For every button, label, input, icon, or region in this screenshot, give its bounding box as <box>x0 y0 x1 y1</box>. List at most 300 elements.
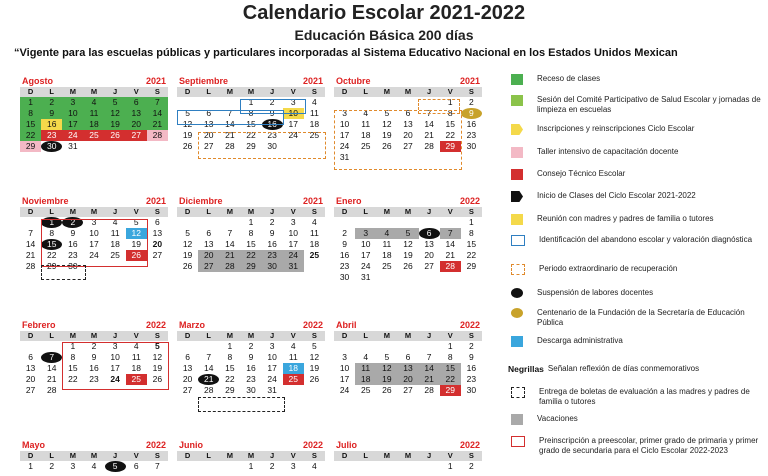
day-cell: 4 <box>363 108 369 118</box>
day-cell: 17 <box>360 250 371 260</box>
day-cell: 16 <box>339 250 350 260</box>
weekday-label: D <box>27 451 34 460</box>
legend-item <box>508 235 766 246</box>
month-year: 2021 <box>302 76 323 86</box>
day-cell: 11 <box>288 352 298 362</box>
day-cell: 9 <box>269 108 275 118</box>
day-cell: 13 <box>203 239 214 249</box>
day-cell: 20 <box>152 239 163 249</box>
day-cell: 12 <box>126 228 147 239</box>
day-cell: 23 <box>89 374 99 384</box>
day-cell: 16 <box>68 239 78 249</box>
day-cell: 1 <box>248 217 254 227</box>
day-cell: 14 <box>46 363 57 373</box>
day-grid <box>177 97 325 152</box>
empty-cell <box>355 97 376 108</box>
day-cell: 27 <box>203 141 214 151</box>
day-cell: 12 <box>182 119 193 129</box>
day-cell: 9 <box>342 239 347 249</box>
day-cell: 5 <box>105 461 126 472</box>
day-cell: 22 <box>68 374 78 384</box>
day-cell: 18 <box>360 130 371 140</box>
day-cell: 8 <box>49 228 55 238</box>
legend-item <box>508 308 766 328</box>
day-cell: 16 <box>41 119 62 130</box>
legend-swatch-icon <box>511 414 523 425</box>
weekday-label: D <box>184 331 191 340</box>
day-cell: 8 <box>469 228 474 238</box>
day-cell: 22 <box>466 250 477 260</box>
month-header <box>20 196 168 207</box>
day-cell: 9 <box>91 352 97 362</box>
day-cell: 16 <box>466 119 477 129</box>
day-cell: 29 <box>240 261 261 272</box>
day-cell: 21 <box>445 250 455 260</box>
weekday-label: M <box>90 207 98 216</box>
month-year: 2022 <box>145 320 166 330</box>
day-cell: 20 <box>203 130 214 140</box>
empty-cell <box>20 341 41 352</box>
weekday-label: M <box>383 331 390 340</box>
day-cell: 11 <box>310 108 319 118</box>
legend-swatch-icon <box>511 169 523 180</box>
empty-cell <box>440 217 461 228</box>
empty-cell <box>355 217 376 228</box>
day-cell: 28 <box>203 385 214 395</box>
day-cell: 6 <box>28 352 33 362</box>
weekday-label: S <box>468 451 474 460</box>
day-cell: 26 <box>182 141 193 151</box>
legend-label: Suspensión de labores docentes <box>537 288 654 297</box>
day-cell: 24 <box>360 261 371 271</box>
day-cell: 19 <box>376 374 397 385</box>
day-cell: 5 <box>312 341 317 351</box>
empty-cell <box>397 341 418 352</box>
day-cell: 6 <box>133 461 139 471</box>
day-cell: 10 <box>110 352 120 362</box>
day-grid <box>20 97 168 152</box>
month-octubre <box>334 76 482 163</box>
month-header <box>334 76 482 87</box>
day-cell: 7 <box>147 97 168 108</box>
legend-label: Sesión del Comité Participativo de Salud Escolar y jornadas de limpieza en escuelas <box>537 95 761 114</box>
weekday-label: L <box>363 451 368 460</box>
day-grid <box>177 341 325 396</box>
legend-item <box>508 436 766 456</box>
day-grid <box>20 341 168 396</box>
weekday-label: L <box>206 207 211 216</box>
weekday-label: M <box>247 331 255 340</box>
empty-cell <box>334 341 355 352</box>
day-cell: 30 <box>339 272 350 282</box>
empty-cell <box>397 217 418 228</box>
day-cell: 21 <box>198 374 219 385</box>
day-cell: 9 <box>269 228 275 238</box>
weekday-label: J <box>427 207 432 216</box>
day-cell: 25 <box>110 250 120 260</box>
month-name: Mayo <box>22 440 46 450</box>
weekday-label: S <box>154 331 160 340</box>
day-cell: 15 <box>20 119 41 130</box>
day-cell: 30 <box>267 141 277 151</box>
day-cell: 12 <box>309 352 320 362</box>
weekday-header <box>334 331 482 341</box>
day-cell: 18 <box>83 119 104 130</box>
day-cell: 29 <box>46 261 57 271</box>
month-header <box>177 76 325 87</box>
day-cell: 8 <box>227 352 233 362</box>
day-cell: 5 <box>133 217 139 227</box>
legend-item <box>508 214 766 225</box>
day-cell: 24 <box>288 130 298 140</box>
day-cell: 29 <box>20 141 41 152</box>
month-noviembre <box>20 196 168 272</box>
legend-label: Preinscripción a preescolar, primer grado de primaria y primer grado de secundaria para el Ciclo Escolar 2022-2023 <box>539 436 759 455</box>
day-cell: 23 <box>466 130 477 140</box>
weekday-label: D <box>341 207 348 216</box>
day-cell: 4 <box>312 461 317 471</box>
day-cell: 25 <box>283 374 304 385</box>
empty-cell <box>219 461 240 472</box>
empty-cell <box>41 341 62 352</box>
day-cell: 1 <box>447 97 453 107</box>
day-cell: 24 <box>339 385 350 395</box>
day-cell: 18 <box>309 239 320 249</box>
empty-cell <box>177 341 198 352</box>
month-name: Octubre <box>336 76 371 86</box>
day-grid <box>177 461 325 472</box>
day-cell: 1 <box>41 217 62 228</box>
day-cell: 1 <box>248 461 254 471</box>
month-name: Febrero <box>22 320 56 330</box>
month-header <box>334 320 482 331</box>
weekday-label: M <box>404 207 412 216</box>
day-cell: 17 <box>339 130 350 140</box>
day-cell: 22 <box>440 374 461 385</box>
day-cell: 4 <box>133 341 139 351</box>
page-title: Calendario Escolar 2021-2022 <box>242 2 526 24</box>
day-cell: 18 <box>110 239 120 249</box>
day-cell: 27 <box>403 141 413 151</box>
weekday-label: L <box>206 87 211 96</box>
legend-label: Reunión con madres y padres de familia o tutores <box>537 214 714 223</box>
day-cell: 20 <box>182 374 193 384</box>
day-cell: 18 <box>355 374 376 385</box>
day-cell: 14 <box>419 363 440 374</box>
day-cell: 17 <box>288 239 298 249</box>
day-cell: 28 <box>25 261 36 271</box>
month-header <box>177 196 325 207</box>
day-cell: 15 <box>445 119 455 129</box>
month-febrero <box>20 320 168 396</box>
month-name: Junio <box>179 440 203 450</box>
day-cell: 19 <box>182 130 193 140</box>
day-cell: 3 <box>342 352 347 362</box>
day-cell: 18 <box>131 363 141 373</box>
day-cell: 26 <box>309 374 320 384</box>
weekday-label: M <box>69 87 76 96</box>
day-cell: 26 <box>105 130 126 141</box>
day-cell: 13 <box>424 239 434 249</box>
day-cell: 2 <box>342 228 347 238</box>
weekday-label: V <box>447 331 453 340</box>
day-cell: 2 <box>469 97 474 107</box>
day-cell: 6 <box>206 228 212 238</box>
day-cell: 1 <box>447 341 453 351</box>
empty-cell <box>334 461 355 472</box>
month-name: Agosto <box>22 76 53 86</box>
day-cell: 22 <box>20 130 41 141</box>
weekday-header <box>20 87 168 97</box>
day-cell: 29 <box>225 385 235 395</box>
day-cell: 5 <box>397 228 418 239</box>
weekday-label: J <box>113 451 118 460</box>
day-cell: 23 <box>246 374 256 384</box>
legend-swatch-icon <box>511 336 523 347</box>
day-cell: 31 <box>68 141 78 151</box>
day-cell: 31 <box>267 385 277 395</box>
day-cell: 1 <box>20 97 41 108</box>
day-cell: 15 <box>225 363 235 373</box>
weekday-label: M <box>404 87 412 96</box>
day-cell: 9 <box>461 108 482 119</box>
day-cell: 8 <box>447 108 453 118</box>
day-cell: 23 <box>262 250 283 261</box>
day-cell: 2 <box>269 97 275 107</box>
empty-cell <box>355 461 376 472</box>
day-cell: 1 <box>28 461 33 471</box>
day-cell: 2 <box>269 217 275 227</box>
weekday-label: D <box>341 451 348 460</box>
month-marzo <box>177 320 325 396</box>
day-cell: 6 <box>405 108 411 118</box>
day-cell: 7 <box>206 352 212 362</box>
empty-cell <box>376 341 397 352</box>
day-cell: 21 <box>46 374 57 384</box>
day-cell: 10 <box>283 108 304 119</box>
day-cell: 27 <box>424 261 434 271</box>
day-cell: 3 <box>269 341 275 351</box>
day-cell: 17 <box>62 119 83 130</box>
day-cell: 13 <box>126 108 147 119</box>
weekday-label: M <box>226 87 233 96</box>
day-cell: 7 <box>28 228 33 238</box>
day-cell: 19 <box>382 130 392 140</box>
weekday-label: M <box>247 451 255 460</box>
day-cell: 1 <box>447 461 453 471</box>
legend-item <box>508 264 766 275</box>
day-cell: 9 <box>70 228 76 238</box>
weekday-header <box>20 451 168 461</box>
day-cell: 17 <box>110 363 120 373</box>
day-cell: 22 <box>246 130 256 140</box>
empty-cell <box>376 217 397 228</box>
day-cell: 25 <box>309 130 320 140</box>
day-cell: 4 <box>290 341 296 351</box>
legend-swatch-icon <box>511 191 523 202</box>
day-cell: 27 <box>198 261 219 272</box>
weekday-header <box>177 87 325 97</box>
month-mayo <box>20 440 168 472</box>
day-cell: 1 <box>248 97 254 107</box>
day-cell: 31 <box>283 261 304 272</box>
legend-label: Entrega de boletas de evaluación a las madres y padres de familia o tutores <box>539 387 750 406</box>
weekday-label: S <box>468 87 474 96</box>
weekday-label: S <box>468 207 474 216</box>
empty-cell <box>419 217 440 228</box>
weekday-label: L <box>49 87 54 96</box>
day-cell: 18 <box>283 363 304 374</box>
day-cell: 30 <box>68 261 78 271</box>
weekday-label: M <box>226 207 233 216</box>
day-cell: 11 <box>355 363 376 374</box>
day-cell: 26 <box>403 261 413 271</box>
day-cell: 2 <box>248 341 254 351</box>
day-cell: 28 <box>440 261 461 272</box>
day-cell: 29 <box>246 141 256 151</box>
day-cell: 22 <box>46 250 57 260</box>
day-cell: 5 <box>185 228 190 238</box>
weekday-label: J <box>270 207 275 216</box>
day-cell: 14 <box>445 239 455 249</box>
day-cell: 7 <box>155 461 160 471</box>
day-cell: 15 <box>246 119 256 129</box>
day-cell: 6 <box>126 97 147 108</box>
day-grid <box>20 217 168 272</box>
weekday-header <box>20 331 168 341</box>
day-cell: 10 <box>339 363 350 373</box>
weekday-header <box>334 451 482 461</box>
day-cell: 26 <box>382 141 392 151</box>
empty-cell <box>20 217 41 228</box>
weekday-label: L <box>363 331 368 340</box>
weekday-header <box>177 207 325 217</box>
day-cell: 4 <box>83 97 104 108</box>
day-cell: 24 <box>267 374 277 384</box>
day-cell: 7 <box>440 228 461 239</box>
month-header <box>20 76 168 87</box>
weekday-header <box>334 207 482 217</box>
legend-swatch-icon <box>511 95 523 106</box>
day-cell: 13 <box>182 363 193 373</box>
day-cell: 17 <box>339 374 350 384</box>
legend-swatch-icon <box>511 124 523 135</box>
legend-label: Descarga administrativa <box>537 336 623 345</box>
day-cell: 25 <box>126 374 147 385</box>
legend-swatch-icon <box>511 264 525 275</box>
legend-label: Taller intensivo de capacitación docente <box>537 147 679 156</box>
day-cell: 10 <box>288 228 298 238</box>
weekday-label: S <box>154 87 160 96</box>
day-grid <box>177 217 325 272</box>
day-cell: 10 <box>339 119 350 129</box>
weekday-label: M <box>247 207 255 216</box>
weekday-header <box>177 451 325 461</box>
day-cell: 12 <box>105 108 126 119</box>
weekday-label: L <box>363 87 368 96</box>
day-cell: 13 <box>25 363 36 373</box>
day-cell: 29 <box>466 261 477 271</box>
day-cell: 3 <box>70 461 76 471</box>
day-cell: 12 <box>382 119 392 129</box>
day-cell: 4 <box>312 217 317 227</box>
legend-label: Periodo extraordinario de recuperación <box>539 264 678 273</box>
empty-cell <box>219 97 240 108</box>
day-cell: 21 <box>147 119 168 130</box>
month-year: 2021 <box>302 196 323 206</box>
day-cell: 28 <box>424 385 434 395</box>
day-cell: 2 <box>91 341 97 351</box>
day-cell: 8 <box>70 352 76 362</box>
month-abril <box>334 320 482 396</box>
weekday-label: M <box>69 451 76 460</box>
day-cell: 2 <box>41 97 62 108</box>
weekday-label: L <box>49 451 54 460</box>
day-cell: 3 <box>342 108 347 118</box>
day-cell: 19 <box>105 119 126 130</box>
day-cell: 27 <box>126 130 147 141</box>
day-cell: 6 <box>206 108 212 118</box>
empty-cell <box>177 217 198 228</box>
period-outline <box>198 397 285 412</box>
day-cell: 16 <box>262 119 283 130</box>
day-cell: 26 <box>382 385 392 395</box>
day-cell: 24 <box>339 141 350 151</box>
weekday-label: M <box>90 87 98 96</box>
month-diciembre <box>177 196 325 272</box>
legend-swatch-icon <box>511 74 523 85</box>
day-cell: 16 <box>267 239 277 249</box>
day-cell: 9 <box>469 352 474 362</box>
weekday-label: D <box>184 87 191 96</box>
day-cell: 20 <box>424 250 434 260</box>
day-cell: 24 <box>283 250 304 261</box>
day-cell: 6 <box>155 217 160 227</box>
day-cell: 25 <box>360 385 371 395</box>
legend-swatch-icon <box>511 308 523 318</box>
day-cell: 3 <box>355 228 376 239</box>
day-cell: 29 <box>440 141 461 152</box>
day-cell: 21 <box>225 130 235 140</box>
day-cell: 12 <box>376 363 397 374</box>
month-year: 2022 <box>459 196 480 206</box>
legend-swatch-icon <box>511 387 525 398</box>
empty-cell <box>198 341 219 352</box>
month-header <box>334 196 482 207</box>
day-cell: 27 <box>25 385 36 395</box>
month-enero <box>334 196 482 283</box>
day-cell: 7 <box>227 228 233 238</box>
day-cell: 14 <box>25 239 36 249</box>
day-cell: 1 <box>227 341 233 351</box>
weekday-label: J <box>427 331 432 340</box>
legend-swatch-icon <box>511 214 523 225</box>
weekday-label: S <box>311 207 317 216</box>
legend-label: Centenario de la Fundación de la Secretaría de Educación Pública <box>537 308 745 327</box>
empty-cell <box>397 97 418 108</box>
day-cell: 11 <box>361 119 371 129</box>
day-grid <box>334 217 482 283</box>
day-cell: 28 <box>219 261 240 272</box>
weekday-label: M <box>247 87 255 96</box>
weekday-label: M <box>226 451 233 460</box>
day-cell: 26 <box>182 261 193 271</box>
legend-swatch-icon <box>511 436 525 447</box>
empty-cell <box>419 97 440 108</box>
day-cell: 4 <box>363 352 369 362</box>
day-cell: 4 <box>376 228 397 239</box>
weekday-label: V <box>447 451 453 460</box>
